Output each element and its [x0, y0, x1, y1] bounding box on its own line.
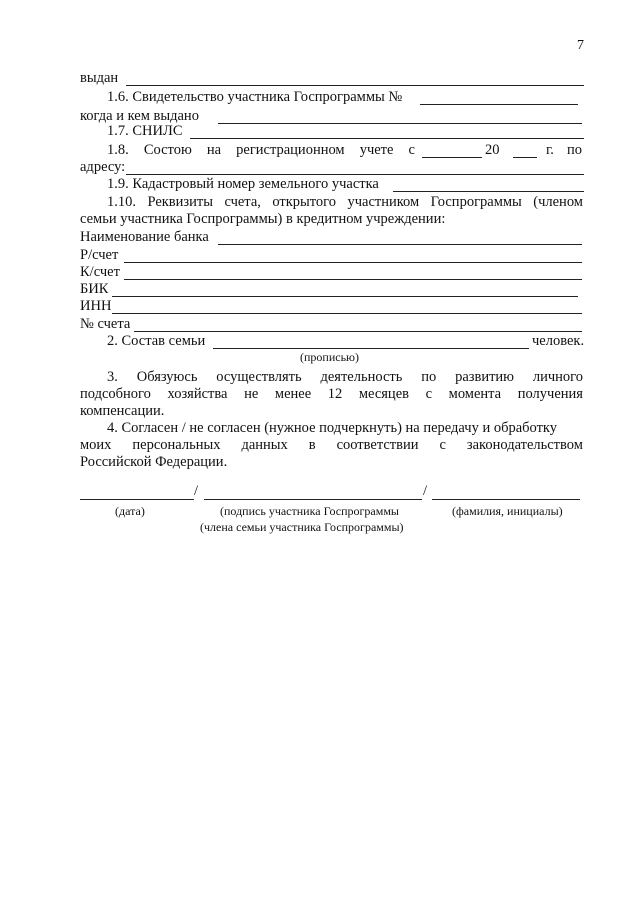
obl-word-4: деятельность — [320, 369, 403, 385]
fullname-field[interactable] — [432, 499, 580, 500]
cons-word-2: персональных — [132, 437, 221, 453]
registration-date-field[interactable] — [422, 157, 482, 158]
inn-label: ИНН — [80, 298, 112, 314]
correspondent-account-field[interactable] — [124, 279, 582, 280]
page-number: 7 — [577, 38, 584, 53]
obl2-word-2: хозяйства — [167, 386, 228, 402]
correspondent-account-label: К/счет — [80, 264, 120, 280]
acc-word-6: Госпрограммы — [430, 194, 522, 210]
reg-word-2: Состою — [143, 142, 192, 158]
registration-sentence — [107, 142, 415, 159]
certificate-label: 1.6. Свидетельство участника Госпрограммы № — [107, 89, 403, 105]
obl-word-6: развитию — [455, 369, 515, 385]
address-field[interactable] — [126, 174, 584, 175]
signature-caption-2: (члена семьи участника Госпрограммы) — [200, 520, 404, 534]
cadastral-field[interactable] — [393, 191, 584, 192]
family-hint: (прописью) — [300, 350, 360, 364]
obl-word-5: по — [421, 369, 437, 385]
reg-word-3: на — [206, 142, 222, 158]
issued-label: выдан — [80, 70, 119, 86]
signature-caption: (подпись участника Госпрограммы — [220, 504, 399, 518]
obl2-word-8: момента — [448, 386, 502, 402]
consent-line3: Российской Федерации. — [80, 454, 228, 470]
cons-word-3: данных — [241, 437, 288, 453]
bank-name-field[interactable] — [218, 244, 582, 245]
address-label: адресу: — [80, 159, 126, 175]
signature-field[interactable] — [204, 499, 422, 500]
obl2-word-9: получения — [517, 386, 583, 402]
obl2-word-7: с — [425, 386, 433, 402]
obl2-word-3: не — [244, 386, 259, 402]
registration-year-prefix: 20 — [485, 142, 500, 158]
consent-line1: 4. Согласен / не согласен (нужное подчеркнуть) на передачу и обработку — [107, 420, 558, 436]
obl-word-1: 3. — [107, 369, 118, 385]
obl2-word-5: 12 — [327, 386, 343, 402]
obl2-word-4: менее — [274, 386, 312, 402]
cons-word-5: соответствии — [336, 437, 419, 453]
obligation-line3: компенсации. — [80, 403, 165, 419]
certificate-number-field[interactable] — [420, 104, 578, 105]
acc-word-7: (членом — [533, 194, 583, 210]
bik-field[interactable] — [112, 296, 578, 297]
issued-when-field[interactable] — [218, 123, 582, 124]
at-word: по — [567, 142, 583, 158]
acc-word-5: участником — [347, 194, 420, 210]
family-label: 2. Состав семьи — [107, 333, 206, 349]
inn-field[interactable] — [112, 313, 582, 314]
account-number-label: № счета — [80, 316, 131, 332]
issued-when-label: когда и кем выдано — [80, 108, 199, 124]
obl-word-2: Обязуюсь — [136, 369, 198, 385]
bank-name-label: Наименование банка — [80, 229, 209, 245]
reg-word-1: 1.8. — [107, 142, 129, 158]
bik-label: БИК — [80, 281, 109, 297]
account-details-line1 — [107, 194, 583, 211]
cons-word-1: моих — [80, 437, 112, 453]
settlement-account-label: Р/счет — [80, 247, 119, 263]
reg-word-4: регистрационном — [236, 142, 345, 158]
acc-word-2: Реквизиты — [147, 194, 213, 210]
acc-word-3: счета, — [224, 194, 261, 210]
cadastral-label: 1.9. Кадастровый номер земельного участка — [107, 176, 379, 192]
cons-word-4: в — [308, 437, 316, 453]
reg-word-6: с — [408, 142, 415, 158]
obl-word-3: осуществлять — [216, 369, 302, 385]
account-number-field[interactable] — [134, 331, 582, 332]
obligation-line1 — [107, 369, 583, 386]
cons-word-7: законодательством — [466, 437, 583, 453]
family-count-field[interactable] — [213, 348, 529, 349]
acc-word-1: 1.10. — [107, 194, 136, 210]
snils-field[interactable] — [190, 138, 584, 139]
year-abbr: г. — [546, 142, 554, 158]
obl2-word-6: месяцев — [358, 386, 409, 402]
cons-word-6: с — [439, 437, 446, 453]
acc-word-4: открытого — [272, 194, 337, 210]
consent-line2 — [80, 437, 583, 454]
obligation-line2 — [80, 386, 583, 403]
slash-1: / — [194, 483, 199, 499]
obl-word-7: личного — [532, 369, 583, 385]
obl2-word-1: подсобного — [80, 386, 151, 402]
date-caption: (дата) — [115, 504, 145, 518]
fullname-caption: (фамилия, инициалы) — [452, 504, 563, 518]
account-details-line2: семьи участника Госпрограммы) в кредитном учреждении: — [80, 211, 446, 227]
slash-2: / — [423, 483, 428, 499]
reg-word-5: учете — [359, 142, 394, 158]
issued-field[interactable] — [126, 85, 584, 86]
family-suffix: человек. — [532, 333, 585, 349]
registration-year-field[interactable] — [513, 157, 537, 158]
settlement-account-field[interactable] — [124, 262, 582, 263]
snils-label: 1.7. СНИЛС — [107, 123, 183, 139]
date-field[interactable] — [80, 499, 194, 500]
